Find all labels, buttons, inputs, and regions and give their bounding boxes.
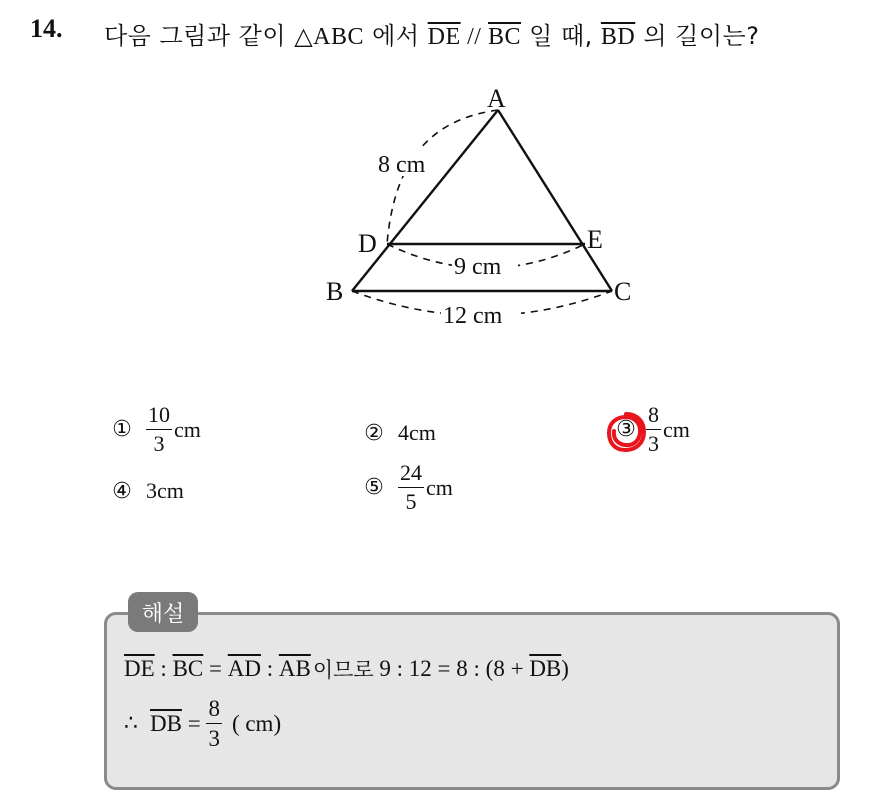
choice-5-marker: ⑤: [364, 475, 384, 500]
sol-seg-bc: $\overline{BC}$: [172, 656, 204, 681]
vertex-d-label: D: [358, 229, 377, 258]
choice-4-marker: ④: [112, 478, 132, 504]
sol-result-seg: $\overline{DB}$: [150, 710, 182, 736]
choice-1-denominator: 3: [153, 431, 165, 456]
sol-ratio: 9 : 12 = 8 : (8 +: [373, 656, 530, 681]
solution-line-2: [124, 697, 281, 750]
sol-colon-1: :: [154, 656, 173, 681]
sol-result-eq: =: [181, 710, 207, 736]
choice-5-numerator: 24: [398, 462, 424, 488]
sol-seg-ad: $\overline{AD}$: [227, 656, 261, 681]
question-text-mid1: 에서: [364, 22, 428, 50]
choice-2-text: 4cm: [398, 420, 436, 445]
sol-result-unit: ( cm): [231, 710, 282, 736]
choice-5-unit: cm: [426, 474, 453, 500]
segment-bc: $\overline{BC}$: [487, 24, 521, 50]
choice-5-fraction: [398, 462, 424, 513]
choice-3-denominator: 3: [648, 431, 659, 456]
length-ad-label: 8 cm: [378, 152, 426, 178]
choice-1[interactable]: [108, 404, 201, 455]
length-de-label: 9 cm: [454, 254, 502, 280]
question-text-prefix: 다음 그림과 같이: [104, 22, 295, 50]
choice-3-fraction: [646, 404, 661, 455]
parallel-symbol: //: [460, 24, 488, 50]
therefore-symbol: ∴: [124, 711, 138, 736]
vertex-a-label: A: [487, 84, 506, 113]
choice-4-text: 3cm: [146, 478, 184, 503]
sol-result-fraction: [206, 697, 222, 750]
sol-result-denominator: 3: [208, 726, 220, 751]
sol-close: ): [561, 656, 569, 681]
sol-colon-2: :: [260, 656, 279, 681]
choice-1-marker: ①: [112, 417, 132, 442]
segment-de: $\overline{DE}$: [427, 24, 461, 50]
sol-eq-1: =: [203, 656, 228, 681]
choice-1-numerator: 10: [146, 404, 172, 430]
vertex-b-label: B: [326, 277, 344, 306]
solution-line-1: [124, 654, 569, 684]
choice-3-marker: ③: [616, 417, 636, 442]
vertex-e-label: E: [587, 225, 603, 254]
solution-tag: 해설: [128, 592, 198, 632]
choice-3-unit: cm: [663, 416, 690, 442]
choice-5[interactable]: [360, 462, 453, 513]
choice-1-fraction: [146, 404, 172, 455]
choice-5-denominator: 5: [405, 489, 417, 514]
question-number: 14.: [30, 14, 63, 43]
sol-word: 이므로: [312, 658, 374, 682]
length-bc-label: 12 cm: [443, 303, 503, 329]
choice-2-marker: ②: [364, 420, 384, 446]
choice-4[interactable]: [108, 478, 184, 504]
sol-seg-de: $\overline{DE}$: [124, 656, 155, 681]
choice-1-unit: cm: [174, 416, 201, 442]
choice-3-numerator: 8: [646, 404, 661, 430]
segment-bd: $\overline{BD}$: [600, 24, 636, 50]
question-text-mid2: 일 때,: [521, 22, 601, 50]
sol-seg-ab: $\overline{AB}$: [278, 656, 311, 681]
choice-2[interactable]: [360, 420, 436, 446]
question-text-suffix: 의 길이는?: [635, 22, 760, 50]
triangle-label: △ABC: [294, 24, 364, 50]
choice-3[interactable]: [612, 404, 690, 455]
sol-seg-db: $\overline{DB}$: [529, 656, 562, 681]
sol-result-numerator: 8: [206, 697, 222, 724]
vertex-c-label: C: [614, 277, 632, 306]
